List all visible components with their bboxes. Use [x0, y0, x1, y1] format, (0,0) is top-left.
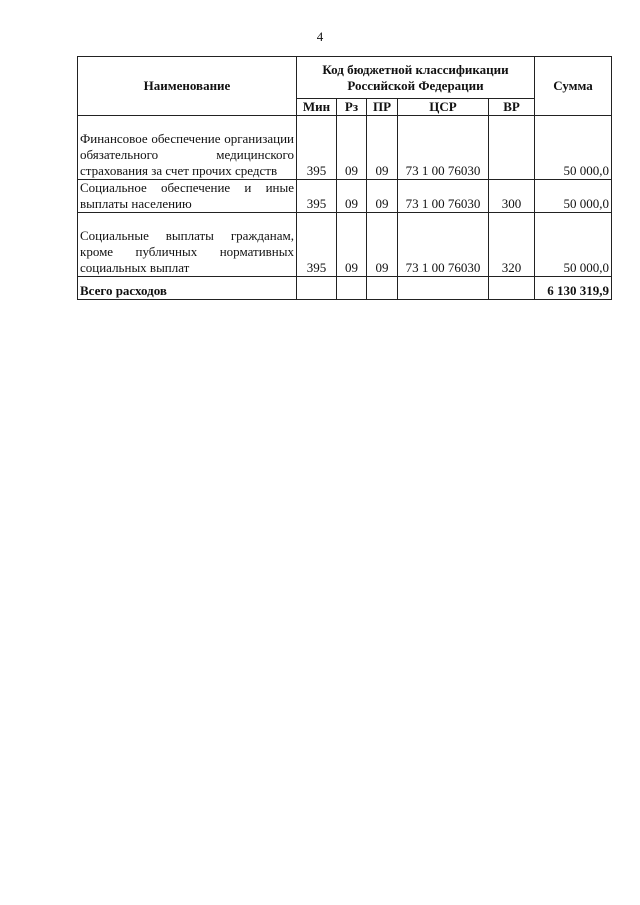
header-name: Наименование — [78, 57, 297, 116]
total-empty-cell — [398, 277, 489, 300]
header-vr: ВР — [489, 99, 535, 116]
row-sum: 50 000,0 — [535, 116, 612, 180]
total-empty-cell — [337, 277, 367, 300]
row-rz: 09 — [337, 213, 367, 277]
row-min: 395 — [297, 180, 337, 213]
total-empty-cell — [367, 277, 398, 300]
row-rz: 09 — [337, 180, 367, 213]
row-min: 395 — [297, 213, 337, 277]
row-sum: 50 000,0 — [535, 180, 612, 213]
row-vr — [489, 116, 535, 180]
header-csr: ЦСР — [398, 99, 489, 116]
total-row — [78, 277, 612, 300]
header-row — [78, 57, 612, 99]
row-pr: 09 — [367, 213, 398, 277]
total-empty-cell — [297, 277, 337, 300]
header-rz: Рз — [337, 99, 367, 116]
page-number: 4 — [316, 29, 324, 44]
total-label: Всего расходов — [78, 277, 297, 300]
budget-table — [77, 56, 612, 300]
header-min: Мин — [297, 99, 337, 116]
table-row — [78, 116, 612, 180]
row-min: 395 — [297, 116, 337, 180]
row-csr: 73 1 00 76030 — [398, 116, 489, 180]
table-row — [78, 180, 612, 213]
row-pr: 09 — [367, 180, 398, 213]
row-csr: 73 1 00 76030 — [398, 213, 489, 277]
row-vr: 300 — [489, 180, 535, 213]
header-pr: ПР — [367, 99, 398, 116]
row-csr: 73 1 00 76030 — [398, 180, 489, 213]
row-vr: 320 — [489, 213, 535, 277]
total-empty-cell — [489, 277, 535, 300]
row-name: Социальное обеспечение и иные выплаты населению — [78, 180, 297, 213]
row-name: Социальные выплаты гражданам, кроме публичных нормативных социальных выплат — [78, 213, 297, 277]
table-row — [78, 213, 612, 277]
header-code-group: Код бюджетной классификации Российской Федерации — [297, 57, 535, 99]
row-name: Финансовое обеспечение организации обязательного медицинского страхования за счет прочих средств — [78, 116, 297, 180]
total-sum: 6 130 319,9 — [535, 277, 612, 300]
row-pr: 09 — [367, 116, 398, 180]
row-sum: 50 000,0 — [535, 213, 612, 277]
header-sum: Сумма — [535, 57, 612, 116]
row-rz: 09 — [337, 116, 367, 180]
